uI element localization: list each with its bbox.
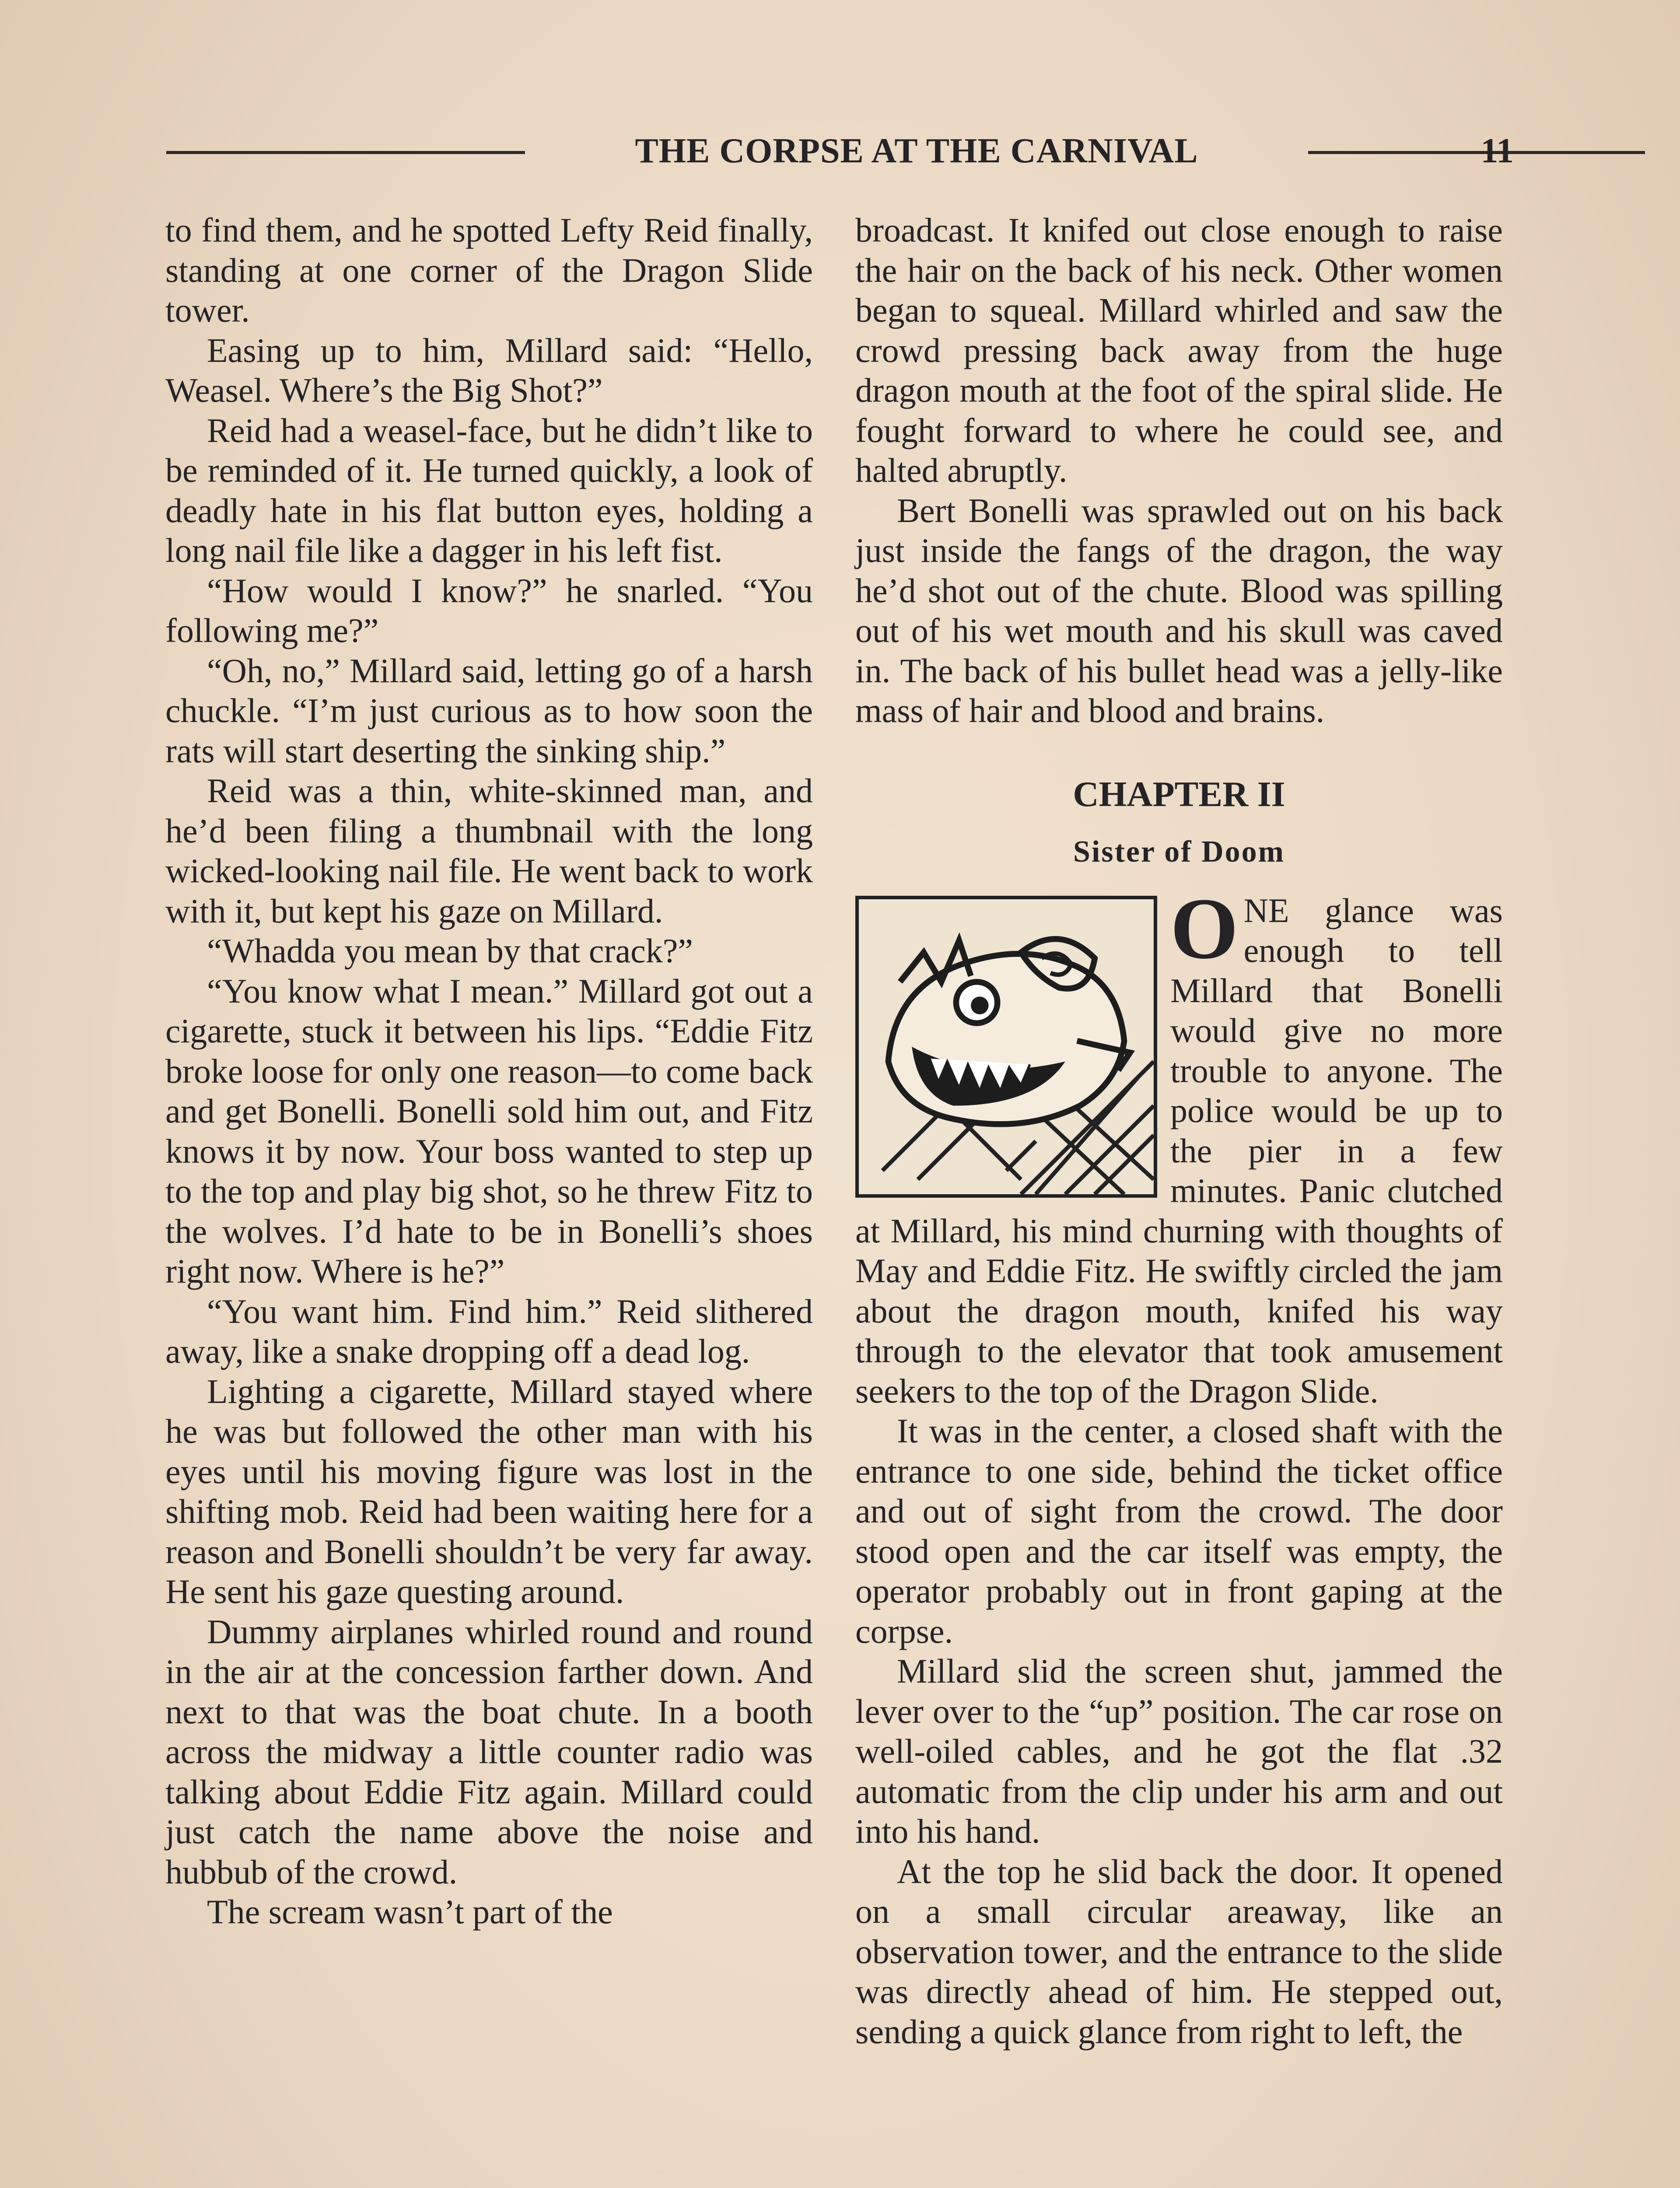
running-header: [166, 125, 1514, 177]
paragraph: It was in the center, a closed shaft with the entrance to one side, behind the ticket office and out of sight from the crowd. The door stood open and the car itself was empty, the operator probably out in front gaping at the corpse.: [855, 1412, 1503, 1650]
header-rule-right: [1308, 151, 1645, 154]
paragraph: Easing up to him, Millard said: “Hello, Weasel. Where’s the Big Shot?”: [165, 331, 813, 409]
paragraph: Reid was a thin, white-skinned man, and he’d been filing a thumbnail with the long wicked-looking nail file. He went back to work with it, but kept his gaze on Millard.: [165, 771, 813, 930]
paragraph: The scream wasn’t part of the: [207, 1893, 613, 1931]
paragraph: broadcast. It knifed out close enough to raise the hair on the back of his neck. Other women began to squeal. Millard whirled and saw the crowd pressing back away from the huge dragon mouth at the foot of the spiral slide. He fought forward to where he could see, and halted abruptly.: [855, 211, 1503, 489]
left-column: [165, 210, 813, 1932]
paragraph: “How would I know?” he snarled. “You following me?”: [165, 571, 813, 649]
paragraph: to find them, and he spotted Lefty Reid finally, standing at one corner of the Dragon Slide tower.: [165, 211, 813, 329]
page-number: 11: [1480, 132, 1514, 170]
running-title: THE CORPSE AT THE CARNIVAL: [635, 132, 1198, 170]
paragraph: Millard slid the screen shut, jammed the lever over to the “up” position. The car rose on well-oiled cables, and he got the flat .32 automatic from the clip under his arm and out into his hand.: [855, 1652, 1503, 1850]
paragraph: “You want him. Find him.” Reid slithered away, like a snake dropping off a dead log.: [165, 1292, 813, 1370]
paragraph: “Whadda you mean by that crack?”: [207, 932, 693, 970]
paragraph: Reid had a weasel-face, but he didn’t like to be reminded of it. He turned quickly, a look of deadly hate in his flat button eyes, holding a long nail file like a dagger in his left fist.: [165, 411, 813, 569]
header-rule-left: [166, 151, 525, 154]
paragraph: “You know what I mean.” Millard got out a cigarette, stuck it between his lips. “Eddie Fitz broke loose for only one reason—to come back and get Bonelli. Bonelli sold him out, and Fitz knows it by now. Your boss wanted to step up to the top and play big shot, so he threw Fitz to the wolves. I’d hate to be in Bonelli’s shoes right now. Where is he?”: [165, 971, 813, 1290]
dragon-head-icon: [855, 896, 1157, 1198]
paragraph: At the top he slid back the door. It opened on a small circular areaway, like an observation tower, and the entrance to the slide was directly ahead of him. He stepped out, sending a quick glance from right to left, the: [855, 1852, 1503, 2051]
paragraph: Dummy airplanes whirled round and round in the air at the concession farther down. And next to that was the boat chute. In a booth across the midway a little counter radio was talking about Eddie Fitz again. Millard could just catch the name above the noise and hubbub of the crowd.: [165, 1612, 813, 1891]
right-column: [855, 210, 1503, 2051]
paragraph: “Oh, no,” Millard said, letting go of a harsh chuckle. “I’m just curious as to how soon the rats will start deserting the sinking ship.”: [165, 651, 813, 770]
chapter-subtitle: Sister of Doom: [1073, 835, 1285, 869]
chapter-opening-text: NE glance was enough to tell Millard that Bonelli would give no more trouble to anyone. The police would be up to the pier in a few minutes. Panic clutched at Millard, his mind churning with thoughts of May and Eddie Fitz. He swiftly circled the jam about the dragon mouth, knifed his way through to the elevator that took amusement seekers to the top of the Dragon Slide.: [855, 891, 1503, 1410]
paragraph: Bert Bonelli was sprawled out on his back just inside the fangs of the dragon, the way he’d shot out of the chute. Blood was spilling out of his wet mouth and his skull was caved in. The back of his bullet head was a jelly-like mass of hair and blood and brains.: [855, 491, 1503, 729]
chapter-heading: CHAPTER II: [1073, 774, 1285, 814]
chapter-opening: [855, 880, 1503, 1411]
paragraph: Lighting a cigarette, Millard stayed where he was but followed the other man with his eyes until his moving figure was lost in the shifting mob. Reid had been waiting here for a reason and Bonelli shouldn’t be very far away. He sent his gaze questing around.: [165, 1372, 813, 1610]
drop-cap: O: [1170, 880, 1239, 977]
